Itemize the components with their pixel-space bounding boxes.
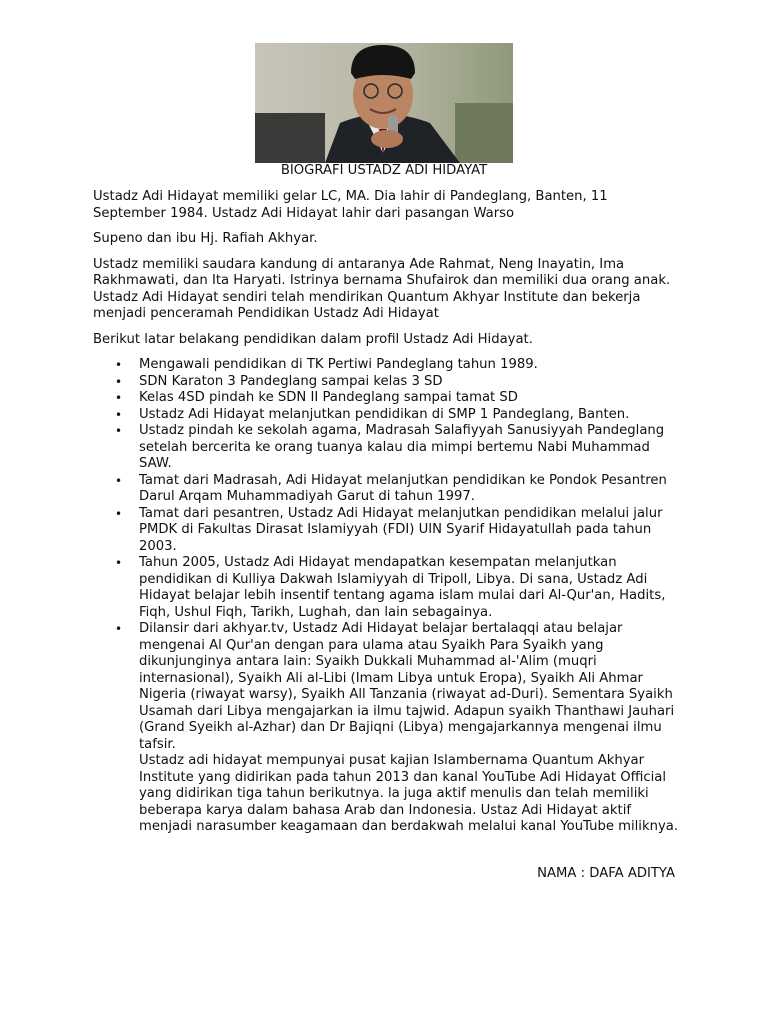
list-item-text: Ustadz Adi Hidayat melanjutkan pendidikan di SMP 1 Pandeglang, Banten. [139,406,630,422]
list-item-text: SDN Karaton 3 Pandeglang sampai kelas 3 SD [139,373,443,389]
list-item [115,621,683,753]
portrait-illustration [255,43,513,163]
bullet-icon: • [115,424,123,438]
list-item [115,373,683,391]
paragraph-birth: Ustadz Adi Hidayat memiliki gelar LC, MA. Dia lahir di Pandeglang, Banten, 11 September 1984. Ustadz Adi Hidayat lahir dari pasangan Warso [93,189,608,221]
bullet-icon: • [115,391,123,405]
paragraph-education-intro: Berikut latar belakang pendidikan dalam profil Ustadz Adi Hidayat. [93,331,533,347]
bullet-icon: • [115,358,123,372]
paragraph-family: Ustadz memiliki saudara kandung di antaranya Ade Rahmat, Neng Inayatin, Ima Rakhmawati, dan Ita Haryati. Istrinya bernama Shufairok dan memiliki dua orang anak. Ustadz Adi Hidayat sendiri telah mendirikan Quantum Akhyar Institute dan bekerja menjadi penceramah Pendidikan Ustadz Adi Hidayat [93,256,671,321]
list-item [115,390,683,407]
page-title: BIOGRAFI USTADZ ADI HIDAYAT [280,163,488,178]
background-right [455,103,513,163]
bullet-icon: • [115,556,123,570]
list-item-text: Ustadz pindah ke sekolah agama, Madrasah Salafiyyah Sanusiyyah Pandeglang setelah bercerita ke orang tuanya kalau dia mimpi bertemu Nabi Muhammad SAW. [139,423,665,471]
list-item-text: Mengawali pendidikan di TK Pertiwi Pandeglang tahun 1989. [139,357,538,372]
list-item-text: Tahun 2005, Ustadz Adi Hidayat mendapatkan kesempatan melanjutkan pendidikan di Kulliya Dakwah Islamiyyah di Tripoll, Libya. Di sana, Ustadz Adi Hidayat belajar lebih insentif tentang agama islam mulai dari Al-Qur'an, Hadits, Fiqh, Ushul Fiqh, Tarikh, Lughah, dan lain sebagainya. [139,555,666,620]
list-item-text: Kelas 4SD pindah ke SDN II Pandeglang sampai tamat SD [139,390,518,405]
list-item [115,423,683,473]
bullet-icon: • [115,506,123,521]
document-body [93,189,683,836]
paragraph-closing: Ustadz adi hidayat mempunyai pusat kajian Islambernama Quantum Akhyar Institute yang didirikan pada tahun 2013 dan kanal YouTube Adi Hidayat Official yang didirikan tiga tahun berikutnya. la juga aktif menulis dan telah memiliki beberapa karya dalam bahasa Arab dan Indonesia. Ustaz Adi Hidayat aktif menjadi narasumber keagamaan dan berdakwah melalui kanal YouTube miliknya. [139,753,679,834]
bullet-icon: • [115,407,123,422]
hands [371,130,403,148]
education-list [93,357,683,753]
bullet-icon: • [115,622,123,636]
list-item-text: Tamat dari Madrasah, Adi Hidayat melanjutkan pendidikan ke Pondok Pesantren Darul Arqam Muhammadiyah Garut di tahun 1997. [139,472,667,504]
list-item-text: Dilansir dari akhyar.tv, Ustadz Adi Hidayat belajar bertalaqqi atau belajar mengenai Al Qur'an dengan para ulama atau Syaikh Para Syaikh yang dikunjunginya antara lain: Syaikh Dukkali Muhammad al-'Alim (muqri internasional), Syaikh Ali al-Libi (Imam Libya untuk Eropa), Syaikh Ali Ahmar Nigeria (riwayat warsy), Syaikh All Tanzania (riwayat ad-Duri). Sementara Syaikh Usamah dari Libya mengajarkan ia ilmu tajwid. Adapun syaikh Thanthawi Jauhari (Grand Syeikh al-Azhar) dan Dr Bajiqni (Libya) mengajarkannya mengenai ilmu tafsir. [139,621,675,752]
list-item [115,505,683,556]
list-item-text: Tamat dari pesantren, Ustadz Adi Hidayat melanjutkan pendidikan melalui jalur PMDK di Fakultas Dirasat Islamiyyah (FDI) UIN Syarif Hidayatullah pada tahun 2003. [139,505,663,554]
author-signature: NAMA : DAFA ADITYA [537,866,675,881]
bullet-icon: • [115,473,123,488]
list-item [115,555,683,621]
bullet-icon: • [115,374,123,389]
portrait-photo [255,43,513,163]
list-item [115,357,683,374]
list-item [115,406,683,424]
chair-left [255,113,325,163]
list-item [115,472,683,506]
paragraph-parents: Supeno dan ibu Hj. Rafiah Akhyar. [93,231,318,246]
